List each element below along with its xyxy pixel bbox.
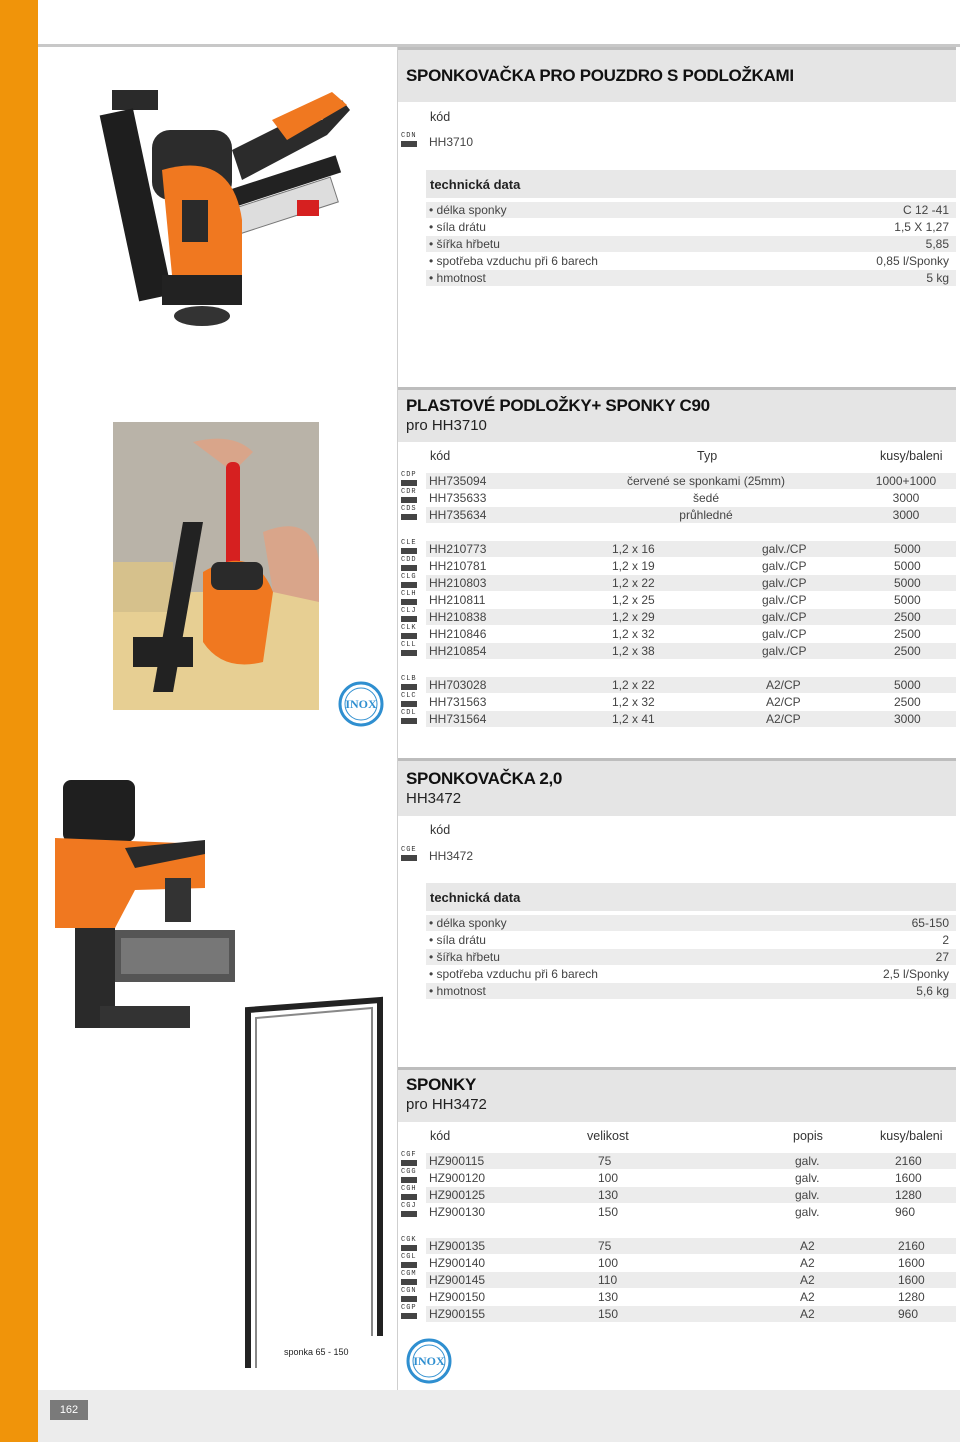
product-code-icon-text: CGF: [401, 1151, 417, 1159]
product-code-icon: [401, 1271, 419, 1285]
item-code: HZ900125: [429, 1188, 486, 1202]
page-number: 162: [50, 1400, 88, 1420]
product-code-icon-bar: [401, 701, 417, 707]
item-quantity: 1600: [898, 1256, 925, 1270]
product-code: HH3710: [429, 135, 474, 149]
section4-subtitle: pro HH3472: [406, 1096, 487, 1113]
product-code-icon-bar: [401, 1296, 417, 1302]
item-size: 1,2 x 22: [612, 678, 655, 692]
item-size: 1,2 x 32: [612, 627, 655, 641]
item-finish: galv./CP: [762, 542, 807, 556]
item-quantity: 1280: [898, 1290, 925, 1304]
item-finish: A2/CP: [766, 712, 801, 726]
product-code-icon-bar: [401, 1279, 417, 1285]
product-code-icon-text: CGK: [401, 1236, 417, 1244]
product-code-icon: [401, 557, 419, 571]
inox-badge-label: INOX: [345, 697, 377, 711]
spec-label: • délka sponky: [429, 916, 507, 930]
item-code: HZ900140: [429, 1256, 486, 1270]
product-code-icon-bar: [401, 582, 417, 588]
product-code-icon: CGE: [401, 847, 419, 861]
spec-label: • šířka hřbetu: [429, 237, 500, 251]
product-code-icon: [401, 693, 419, 707]
product-code-icon-bar: [401, 650, 417, 656]
item-quantity: 2500: [894, 695, 921, 709]
item-finish: galv./CP: [762, 627, 807, 641]
item-quantity: 5000: [894, 593, 921, 607]
product-code-row: [426, 848, 956, 866]
product-code-icon-text: CLE: [401, 539, 417, 547]
table-row: [426, 1170, 956, 1186]
product-code-icon-text: CGM: [401, 1270, 417, 1278]
item-quantity: 2500: [894, 610, 921, 624]
product-code-icon: [401, 1152, 419, 1166]
item-finish: galv.: [795, 1171, 820, 1185]
table-row: [426, 507, 956, 523]
item-size: 75: [598, 1154, 612, 1168]
item-code: HH210846: [429, 627, 487, 641]
product-code-icon: CDN: [401, 133, 419, 147]
item-quantity: 3000: [892, 508, 920, 522]
tech-data-bar: [426, 883, 956, 911]
product-code-icon-text: CDR: [401, 488, 417, 496]
tech-data-bar: [426, 170, 956, 198]
item-code: HZ900145: [429, 1273, 486, 1287]
item-code: HZ900135: [429, 1239, 486, 1253]
spec-label: • síla drátu: [429, 220, 486, 234]
item-finish: galv.: [795, 1188, 820, 1202]
item-code: HH210838: [429, 610, 487, 624]
product-code-icon-bar: [401, 633, 417, 639]
product-code-icon-text: CDS: [401, 505, 417, 513]
product-code-row: [426, 134, 956, 152]
product-code-icon-text: CLH: [401, 590, 417, 598]
item-size: 1,2 x 32: [612, 695, 655, 709]
item-code: HH735634: [429, 508, 487, 522]
spec-row: [426, 966, 956, 982]
section4-header-bar: [398, 1067, 956, 1122]
product-code-icon-text: CDP: [401, 471, 417, 479]
item-size: 110: [598, 1273, 618, 1287]
staple-illustration: [240, 996, 385, 1370]
item-size: 75: [598, 1239, 612, 1253]
product-code-icon: [401, 625, 419, 639]
product-code-icon-bar: [401, 1211, 417, 1217]
product-code-icon: [401, 710, 419, 724]
item-quantity: 5000: [894, 559, 921, 573]
item-quantity: 960: [898, 1307, 919, 1321]
spec-value: 5 kg: [926, 271, 949, 285]
tech-data-title: technická data: [430, 177, 521, 192]
item-code: HZ900150: [429, 1290, 486, 1304]
product-code-icon-bar: [401, 480, 417, 486]
product-code-icon-text: CLB: [401, 675, 417, 683]
col-typ: Typ: [697, 449, 718, 463]
item-code: HH731563: [429, 695, 487, 709]
product-code-icon-text: CLG: [401, 573, 417, 581]
product-code-icon: [401, 608, 419, 622]
product-code-icon-text: CDL: [401, 709, 417, 717]
table-row: [426, 558, 956, 574]
item-finish: galv.: [795, 1205, 820, 1219]
item-quantity: 5000: [894, 576, 921, 590]
spec-label: • spotřeba vzduchu při 6 barech: [429, 254, 598, 268]
spec-value: 5,6 kg: [916, 984, 949, 998]
item-code: HZ900120: [429, 1171, 486, 1185]
table-row: [426, 711, 956, 727]
item-finish: A2: [800, 1256, 815, 1270]
item-quantity: 1600: [895, 1171, 922, 1185]
kod-label: kód: [430, 110, 451, 124]
item-quantity: 2160: [895, 1154, 922, 1168]
section2-subtitle: pro HH3710: [406, 417, 487, 434]
item-type: průhledné: [679, 508, 733, 522]
product-code-icon-bar: [401, 1177, 417, 1183]
spec-row: [426, 236, 956, 252]
item-size: 1,2 x 38: [612, 644, 655, 658]
item-size: 130: [598, 1188, 619, 1202]
item-finish: galv./CP: [762, 593, 807, 607]
item-size: 100: [598, 1171, 619, 1185]
spec-row: [426, 253, 956, 269]
table-row: [426, 1272, 956, 1288]
product-code-icon-bar: [401, 514, 417, 520]
table-row: [426, 609, 956, 625]
spec-label: • délka sponky: [429, 203, 507, 217]
item-finish: A2: [800, 1273, 815, 1287]
table-row: [426, 1238, 956, 1254]
section1-title: SPONKOVAČKA PRO POUZDRO S PODLOŽKAMI: [406, 66, 794, 85]
product-code-icon-bar: [401, 599, 417, 605]
item-finish: galv./CP: [762, 576, 807, 590]
product-code-icon: [401, 1237, 419, 1251]
table-row: [426, 643, 956, 659]
product-code-icon-bar: [401, 565, 417, 571]
spec-row: [426, 270, 956, 286]
table-row: [426, 473, 956, 489]
item-quantity: 2500: [894, 644, 921, 658]
spec-label: • hmotnost: [429, 984, 486, 998]
product-code-icon-bar: [401, 1160, 417, 1166]
product-code-icon-text: CLK: [401, 624, 417, 632]
item-code: HZ900155: [429, 1307, 486, 1321]
item-quantity: 1600: [898, 1273, 925, 1287]
table-row: [426, 1289, 956, 1305]
item-code: HH210854: [429, 644, 487, 658]
section3-subtitle: HH3472: [406, 790, 462, 807]
item-size: 1,2 x 41: [612, 712, 655, 726]
item-finish: galv.: [795, 1154, 820, 1168]
spec-value: 5,85: [925, 237, 949, 251]
item-size: 1,2 x 29: [612, 610, 655, 624]
item-code: HH210811: [429, 593, 486, 607]
item-code: HZ900130: [429, 1205, 486, 1219]
item-finish: A2: [800, 1307, 815, 1321]
product-code-icon-text: CGG: [401, 1168, 417, 1176]
product-code: HH3472: [429, 849, 474, 863]
product-code-icon: [401, 1169, 419, 1183]
table-row: [426, 677, 956, 693]
product-image-hh3472: [55, 778, 245, 1036]
col-kod: kód: [430, 449, 451, 463]
table-row: [426, 694, 956, 710]
item-code: HH703028: [429, 678, 487, 692]
item-size: 1,2 x 16: [612, 542, 655, 556]
product-code-icon-bar: [401, 497, 417, 503]
table-row: [426, 490, 956, 506]
spec-value: C 12 -41: [902, 203, 949, 217]
item-quantity: 2160: [898, 1239, 925, 1253]
product-code-icon-bar: [401, 548, 417, 554]
item-finish: A2: [800, 1290, 815, 1304]
product-photo-in-use: [113, 422, 319, 710]
col-popis: popis: [793, 1129, 823, 1143]
spec-row: [426, 202, 956, 218]
item-quantity: 5000: [894, 678, 921, 692]
item-code: HH735094: [429, 474, 487, 488]
spec-label: • síla drátu: [429, 933, 486, 947]
item-quantity: 960: [895, 1205, 916, 1219]
product-code-icon: [401, 506, 419, 520]
col-kod: kód: [430, 1129, 451, 1143]
spec-label: • hmotnost: [429, 271, 486, 285]
table-row: [426, 1204, 956, 1220]
product-code-icon: [401, 489, 419, 503]
item-size: 1,2 x 25: [612, 593, 655, 607]
item-size: 150: [598, 1307, 619, 1321]
item-quantity: 2500: [894, 627, 921, 641]
item-finish: galv./CP: [762, 610, 807, 624]
kod-label: kód: [430, 823, 451, 837]
table-row: [426, 592, 956, 608]
item-size: 1,2 x 22: [612, 576, 655, 590]
spec-row: [426, 219, 956, 235]
spec-row: [426, 983, 956, 999]
item-code: HH735633: [429, 491, 487, 505]
inox-badge: [406, 1338, 452, 1384]
product-code-icon: [401, 642, 419, 656]
item-quantity: 1000+1000: [875, 474, 937, 488]
spec-row: [426, 949, 956, 965]
item-code: HZ900115: [429, 1154, 485, 1168]
product-code-icon-text: CGP: [401, 1304, 417, 1312]
spec-label: • spotřeba vzduchu při 6 barech: [429, 967, 598, 981]
col-kusy: kusy/baleni: [880, 449, 943, 463]
product-code-icon-bar: [401, 616, 417, 622]
column-divider: [397, 47, 398, 1390]
product-code-icon: [401, 472, 419, 486]
item-size: 150: [598, 1205, 619, 1219]
spec-value: 0,85 l/Sponky: [876, 254, 949, 268]
product-code-icon: [401, 1288, 419, 1302]
spec-value: 2: [942, 933, 949, 947]
col-velikost: velikost: [587, 1129, 629, 1143]
item-size: 130: [598, 1290, 619, 1304]
item-finish: A2/CP: [766, 678, 801, 692]
product-code-icon-bar: [401, 1262, 417, 1268]
product-code-icon-text: CLJ: [401, 607, 417, 615]
section3-title: SPONKOVAČKA 2,0: [406, 769, 563, 788]
footer-band: [38, 1390, 960, 1442]
product-code-icon: [401, 1203, 419, 1217]
product-code-icon: [401, 574, 419, 588]
product-code-icon-text: CGH: [401, 1185, 417, 1193]
product-code-icon-text: CDD: [401, 556, 417, 564]
product-code-icon-bar: [401, 684, 417, 690]
product-code-icon-text: CGN: [401, 1287, 417, 1295]
product-code-icon-bar: [401, 718, 417, 724]
spec-row: [426, 932, 956, 948]
product-code-icon: [401, 540, 419, 554]
product-code-icon-text: CGJ: [401, 1202, 417, 1210]
item-finish: A2/CP: [766, 695, 801, 709]
section4-title: SPONKY: [406, 1075, 476, 1094]
table-row: [426, 626, 956, 642]
item-code: HH210773: [429, 542, 487, 556]
section2-title: PLASTOVÉ PODLOŽKY+ SPONKY C90: [406, 396, 710, 415]
spec-label: • šířka hřbetu: [429, 950, 500, 964]
table-row: [426, 575, 956, 591]
item-type: červené se sponkami (25mm): [626, 474, 786, 488]
table-row: [426, 1153, 956, 1169]
item-quantity: 3000: [892, 491, 920, 505]
product-code-icon-bar: [401, 1245, 417, 1251]
spec-value: 2,5 l/Sponky: [882, 967, 949, 981]
orange-side-band: [0, 0, 38, 1442]
inox-badge-label: INOX: [413, 1354, 445, 1368]
inox-badge: [338, 681, 384, 727]
spec-row: [426, 915, 956, 931]
product-code-icon: [401, 591, 419, 605]
product-code-icon-text: CGL: [401, 1253, 417, 1261]
item-code: HH731564: [429, 712, 487, 726]
product-code-icon-bar: [401, 1313, 417, 1319]
col-kusy: kusy/baleni: [880, 1129, 943, 1143]
product-image-hh3710: [92, 80, 354, 342]
product-code-icon: [401, 1305, 419, 1319]
table-row: [426, 1306, 956, 1322]
product-code-icon-text: CLL: [401, 641, 417, 649]
table-row: [426, 1255, 956, 1271]
item-code: HH210781: [429, 559, 487, 573]
spec-value: 65-150: [911, 916, 949, 930]
item-code: HH210803: [429, 576, 487, 590]
table-row: [426, 1187, 956, 1203]
table-row: [426, 541, 956, 557]
item-quantity: 3000: [894, 712, 921, 726]
item-finish: galv./CP: [762, 559, 807, 573]
spec-value: 27: [935, 950, 949, 964]
product-code-icon: [401, 1186, 419, 1200]
item-finish: galv./CP: [762, 644, 807, 658]
item-quantity: 5000: [894, 542, 921, 556]
product-code-icon-bar: [401, 1194, 417, 1200]
spec-value: 1,5 X 1,27: [894, 220, 949, 234]
product-code-icon-text: CLC: [401, 692, 417, 700]
item-size: 100: [598, 1256, 619, 1270]
product-code-icon: [401, 676, 419, 690]
item-quantity: 1280: [895, 1188, 922, 1202]
product-code-icon: [401, 1254, 419, 1268]
item-finish: A2: [800, 1239, 815, 1253]
item-size: 1,2 x 19: [612, 559, 655, 573]
item-type: šedé: [692, 491, 720, 505]
staple-caption: sponka 65 - 150: [284, 1347, 349, 1357]
tech-data-title: technická data: [430, 890, 521, 905]
